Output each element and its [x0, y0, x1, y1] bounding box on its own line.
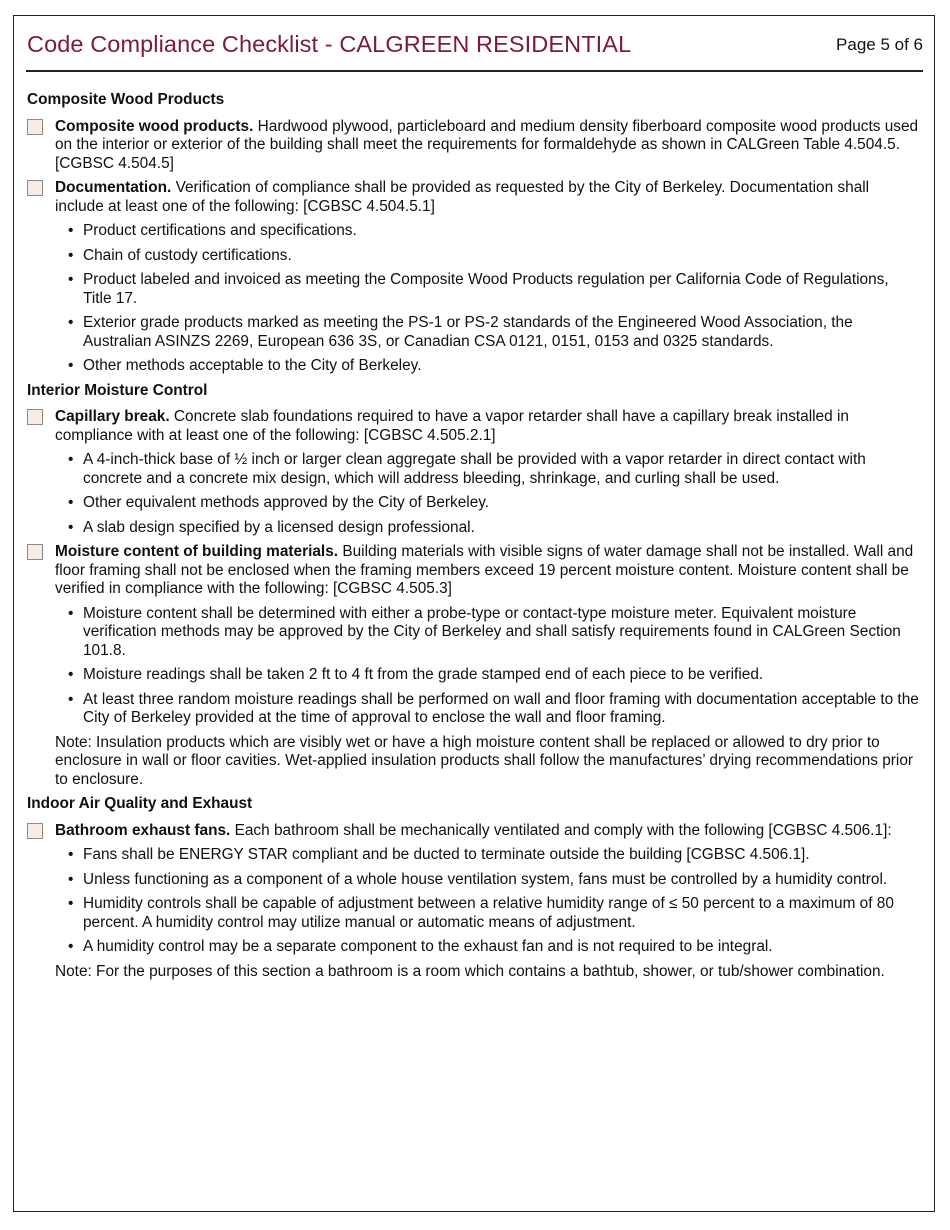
- bullet-icon: •: [68, 895, 74, 912]
- item-note: Note: For the purposes of this section a bathroom is a room which contains a bathtub, shower, or tub/shower combination.: [55, 962, 885, 980]
- checklist-checkbox[interactable]: [27, 823, 43, 839]
- bullet-item: [55, 519, 919, 538]
- item-title: Composite wood products.: [55, 117, 254, 135]
- bullet-text: A 4-inch-thick base of ½ inch or larger clean aggregate shall be provided with a vapor retarder in direct contact with concrete and a concrete mix design, which will address bleeding, shrinkage, and curling shall be used.: [83, 451, 866, 487]
- checklist-item: [27, 543, 919, 789]
- bullet-item: [55, 451, 919, 488]
- checklist-content: [27, 91, 919, 987]
- page-number: Page 5 of 6: [836, 35, 923, 54]
- item-text: Each bathroom shall be mechanically ventilated and comply with the following [CGBSC 4.506.1]:: [230, 821, 892, 839]
- bullet-list: [55, 846, 919, 957]
- bullet-icon: •: [68, 666, 74, 683]
- item-text: Verification of compliance shall be provided as requested by the City of Berkeley. Documentation shall include at least one of the following: [CGBSC 4.504.5.1]: [55, 179, 870, 215]
- bullet-item: [55, 271, 919, 308]
- bullet-item: [55, 494, 919, 513]
- bullet-text: Product labeled and invoiced as meeting the Composite Wood Products regulation per California Code of Regulations, Title 17.: [83, 271, 889, 307]
- checklist-item: [27, 118, 919, 174]
- section-heading: Interior Moisture Control: [27, 381, 208, 399]
- item-note: Note: Insulation products which are visibly wet or have a high moisture content shall be replaced or allowed to dry prior to enclosure in wall or floor cavities. Wet-applied insulation products shall follow the manufactures’ drying recommendations prior to enclosure.: [55, 733, 914, 788]
- bullet-icon: •: [68, 604, 74, 622]
- bullet-item: [55, 247, 919, 266]
- item-paragraph: [55, 822, 919, 841]
- item-paragraph: [55, 118, 919, 174]
- bullet-text: Exterior grade products marked as meeting the PS-1 or PS-2 standards of the Engineered Wood Association, the Australian ASINZS 2269, European 636 3S, or Canadian CSA 0121, 0151, 0153 and 0325 standards.: [83, 314, 853, 350]
- bullet-icon: •: [68, 222, 74, 239]
- bullet-text: At least three random moisture readings shall be performed on wall and floor framing with documentation acceptable to the City of Berkeley provided at the time of approval to enclose the wall and floor framing.: [83, 690, 919, 726]
- checklist-checkbox[interactable]: [27, 180, 43, 196]
- bullet-text: Humidity controls shall be capable of adjustment between a relative humidity range of ≤ 50 percent to a maximum of 80 percent. A humidity control may utilize manual or automatic means of adjustment.: [83, 895, 894, 931]
- bullet-icon: •: [68, 314, 74, 331]
- bullet-icon: •: [68, 690, 74, 708]
- bullet-item: [55, 666, 919, 685]
- bullet-icon: •: [68, 870, 74, 888]
- checklist-checkbox[interactable]: [27, 119, 43, 135]
- checklist-item: [27, 822, 919, 982]
- bullet-text: Unless functioning as a component of a whole house ventilation system, fans must be controlled by a humidity control.: [83, 870, 888, 888]
- bullet-item: [55, 605, 919, 661]
- checklist-checkbox[interactable]: [27, 544, 43, 560]
- bullet-text: Fans shall be ENERGY STAR compliant and be ducted to terminate outside the building [CGBSC 4.506.1].: [83, 846, 810, 863]
- bullet-item: [55, 357, 919, 376]
- bullet-text: Product certifications and specifications.: [83, 222, 357, 239]
- bullet-text: Moisture readings shall be taken 2 ft to 4 ft from the grade stamped end of each piece to be verified.: [83, 666, 764, 683]
- checklist-item: [27, 408, 919, 537]
- bullet-icon: •: [68, 846, 74, 863]
- item-text: Hardwood plywood, particleboard and medium density fiberboard composite wood products used on the interior or exterior of the building shall meet the requirements for formaldehyde as shown in CALGreen Table 4.504.5. [CGBSC 4.504.5]: [55, 117, 919, 172]
- bullet-item: [55, 871, 919, 890]
- checklist-item: [27, 179, 919, 376]
- bullet-list: [55, 222, 919, 376]
- item-title: Bathroom exhaust fans.: [55, 821, 231, 839]
- item-text: Concrete slab foundations required to have a vapor retarder shall have a capillary break installed in compliance with at least one of the following: [CGBSC 4.505.2.1]: [55, 408, 849, 444]
- item-paragraph: [55, 543, 919, 599]
- bullet-icon: •: [68, 246, 74, 264]
- bullet-list: [55, 451, 919, 537]
- item-paragraph: [55, 179, 919, 216]
- bullet-icon: •: [68, 518, 74, 536]
- bullet-icon: •: [68, 494, 74, 511]
- bullet-item: [55, 895, 919, 932]
- bullet-item: [55, 938, 919, 957]
- item-title: Documentation.: [55, 179, 172, 196]
- bullet-list: [55, 605, 919, 728]
- item-paragraph: [55, 408, 919, 445]
- bullet-icon: •: [68, 357, 74, 374]
- page-header: [26, 30, 923, 72]
- item-text: Building materials with visible signs of water damage shall not be installed. Wall and floor framing shall not be enclosed when the framing members exceed 19 percent moisture content. Moisture content shall be verified in compliance with the following: [CGBSC 4.505.3]: [55, 543, 914, 597]
- bullet-item: [55, 222, 919, 241]
- section-heading: Composite Wood Products: [27, 91, 225, 108]
- bullet-text: A humidity control may be a separate component to the exhaust fan and is not required to be integral.: [83, 938, 773, 955]
- bullet-icon: •: [68, 271, 74, 288]
- bullet-text: Moisture content shall be determined with either a probe-type or contact-type moisture meter. Equivalent moisture verification methods may be approved by the City of Berkeley and shall satisfy requirements found in CALGreen Section 101.8.: [83, 604, 901, 659]
- bullet-text: Other methods acceptable to the City of Berkeley.: [83, 357, 422, 374]
- bullet-text: Chain of custody certifications.: [83, 246, 292, 264]
- section-heading: Indoor Air Quality and Exhaust: [27, 795, 253, 812]
- bullet-icon: •: [68, 938, 74, 955]
- page-title: Code Compliance Checklist - CALGREEN RESIDENTIAL: [27, 31, 632, 57]
- bullet-item: [55, 846, 919, 865]
- bullet-text: Other equivalent methods approved by the City of Berkeley.: [83, 494, 490, 511]
- item-title: Capillary break.: [55, 408, 170, 425]
- bullet-item: [55, 314, 919, 351]
- bullet-icon: •: [68, 451, 74, 468]
- bullet-text: A slab design specified by a licensed design professional.: [83, 518, 475, 536]
- item-title: Moisture content of building materials.: [55, 543, 339, 560]
- checklist-checkbox[interactable]: [27, 409, 43, 425]
- bullet-item: [55, 691, 919, 728]
